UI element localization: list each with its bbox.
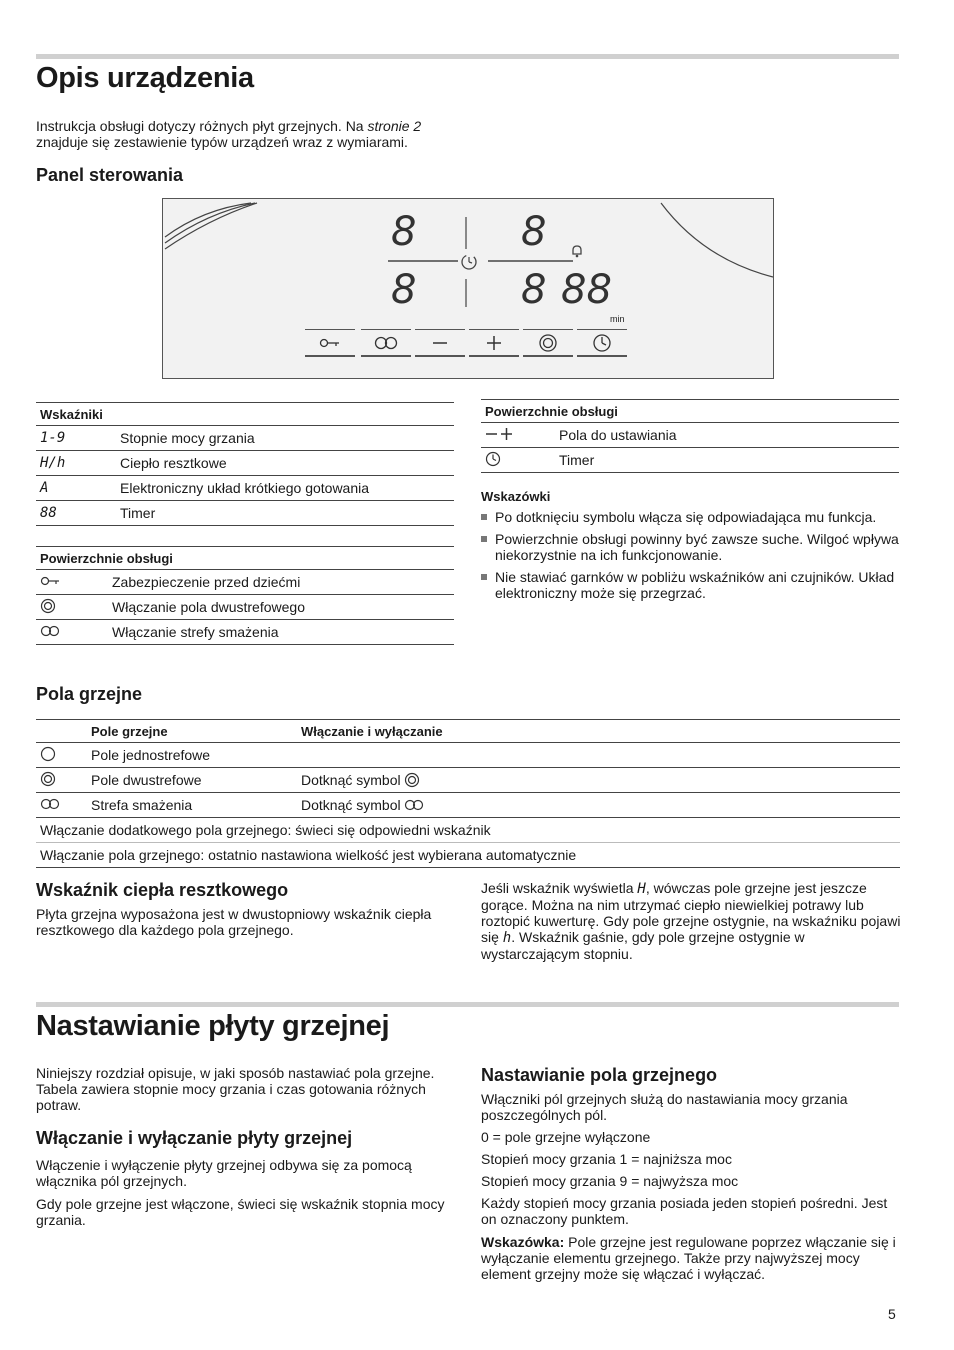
table-row: Pola do ustawiania [481,423,899,448]
child-lock-button[interactable] [305,329,355,357]
roasting-zone-icon [40,625,60,637]
residual-heading: Wskaźnik ciepła resztkowego [36,880,289,900]
zones-col-header: Pole grzejne [91,720,301,743]
zones-table [36,719,900,868]
control-panel-illustration [162,198,774,379]
list-item: Nie stawiać garnków w pobliżu wskaźników ani czujników. Układ elektroniczny może się przegrzać. [481,569,901,601]
roasting-zone-icon [404,799,424,811]
display-digit: 8 [521,209,547,255]
timer-dot-icon [458,251,480,273]
minus-plus-icon [485,427,513,441]
display-digit: 8 [391,209,417,255]
indicators-header: Wskaźniki [36,403,454,426]
plus-button[interactable] [469,329,519,357]
timer-display: 88 [561,267,612,313]
section-divider [36,1002,899,1007]
roasting-zone-button[interactable] [361,329,411,357]
timer-button[interactable] [577,329,627,357]
zone-setting-heading: Nastawianie pola grzejnego [481,1065,718,1085]
section2-intro: Niniejszy rozdział opisuje, w jaki sposób nastawiać pola grzejne. Tabela zawiera stopnie mocy grzania i czas gotowania różnych potraw. [36,1065,435,1113]
zones-heading: Pola grzejne [36,684,143,704]
minus-icon [432,336,448,350]
table-row: Pole jednostrefowe [36,743,900,768]
tips-header: Wskazówki [481,489,551,504]
panel-arcs [163,199,773,378]
controls-header: Powierzchnie obsługi [481,400,899,423]
table-row: H/h Ciepło resztkowe [36,451,454,476]
bell-icon [569,243,585,259]
indicators-table [36,402,454,526]
controls-header: Powierzchnie obsługi [36,547,454,570]
page-title: Opis urządzenia [36,62,254,94]
list-item: Po dotknięciu symbolu włącza się odpowiadająca mu funkcja. [481,509,901,525]
table-row: Pole dwustrefowe Dotknąć symbol [36,768,900,793]
single-zone-icon [40,746,56,762]
table-row: Strefa smażenia Dotknąć symbol [36,793,900,818]
table-row: 88 Timer [36,501,454,526]
intro-paragraph: Instrukcja obsługi dotyczy różnych płyt grzejnych. Na stronie 2 znajduje się zestawienie typów urządzeń wraz z wymiarami. [36,118,422,150]
dual-zone-icon [404,772,420,788]
minus-button[interactable] [415,329,465,357]
roasting-zone-icon [40,798,60,810]
dual-zone-icon [40,771,56,787]
page-number: 5 [888,1306,896,1322]
table-row: A Elektroniczny układ krótkiego gotowania [36,476,454,501]
tips-list [481,509,901,601]
display-digit: 8 [521,267,547,313]
plus-icon [486,335,502,351]
clock-icon [485,451,501,467]
key-icon [319,337,341,349]
dual-zone-icon [40,598,56,614]
table-row: Timer [481,448,899,473]
residual-right-text: Jeśli wskaźnik wyświetla H, wówczas pole grzejne jest jeszcze gorące. Można na nim utrzymać ciepło niewielkiej potrawy lub roztopić kuwerturę. Gdy pole grzejne ostygnie, na wskaźniku pojawi się h. Wskaźnik gaśnie, gdy pole grzejne ostygnie w wystarczającym stopniu. [481,880,901,962]
roasting-zone-icon [373,336,399,350]
dual-zone-button[interactable] [523,329,573,357]
dual-zone-icon [538,333,558,353]
note-paragraph: Wskazówka: Pole grzejne jest regulowane poprzez włączanie się i wyłączanie elementu grzejnego. Także przy najwyższej mocy element grzejny może się włączać i wyłączać. [481,1234,896,1282]
min-label: min [610,314,625,324]
table-row: Włączanie strefy smażenia [36,620,454,645]
table-row: Włączanie pola dwustrefowego [36,595,454,620]
section-title: Nastawianie płyty grzejnej [36,1010,390,1042]
onoff-paragraph: Włączenie i wyłączenie płyty grzejnej odbywa się za pomocą włącznika pól grzejnych. [36,1157,412,1189]
list-item: Powierzchnie obsługi powinny być zawsze suche. Wilgoć wpływa niekorzystnie na ich funkcjonowanie. [481,531,901,563]
table-row: Włączanie dodatkowego pola grzejnego: świeci się odpowiedni wskaźnik [36,818,900,843]
table-row: 1-9 Stopnie mocy grzania [36,426,454,451]
onoff-paragraph: Gdy pole grzejne jest włączone, świeci się wskaźnik stopnia mocy grzania. [36,1196,445,1228]
zone-setting-text: Włączniki pól grzejnych służą do nastawiania mocy grzania poszczególnych pól. 0 = pole grzejne wyłączone Stopień mocy grzania 1 = najniższa moc Stopień mocy grzania 9 = najwyższa moc Każdy stopień mocy grzania posiada jeden stopień pośredni. Jest on oznaczony punktem. Wskazówka: Pole grzejne jest regulowane poprzez włączanie się i wyłączanie elementu grzejnego. Także przy najwyższej mocy element grzejny może się włączać i wyłączać. [481,1091,901,1282]
controls-table-right [481,399,899,473]
residual-left-text: Płyta grzejna wyposażona jest w dwustopniowy wskaźnik ciepła resztkowego dla każdego pola grzejnego. [36,906,432,938]
table-row: Włączanie pola grzejnego: ostatnio nastawiona wielkość jest wybierana automatycznie [36,843,900,868]
display-digit: 8 [391,267,417,313]
clock-icon [592,333,612,353]
zones-col-header: Włączanie i wyłączanie [301,720,900,743]
controls-table-left [36,546,454,645]
onoff-heading: Włączanie i wyłączanie płyty grzejnej [36,1128,353,1148]
section-divider [36,54,899,59]
key-icon [40,575,60,587]
panel-heading: Panel sterowania [36,165,184,185]
table-row: Zabezpieczenie przed dziećmi [36,570,454,595]
